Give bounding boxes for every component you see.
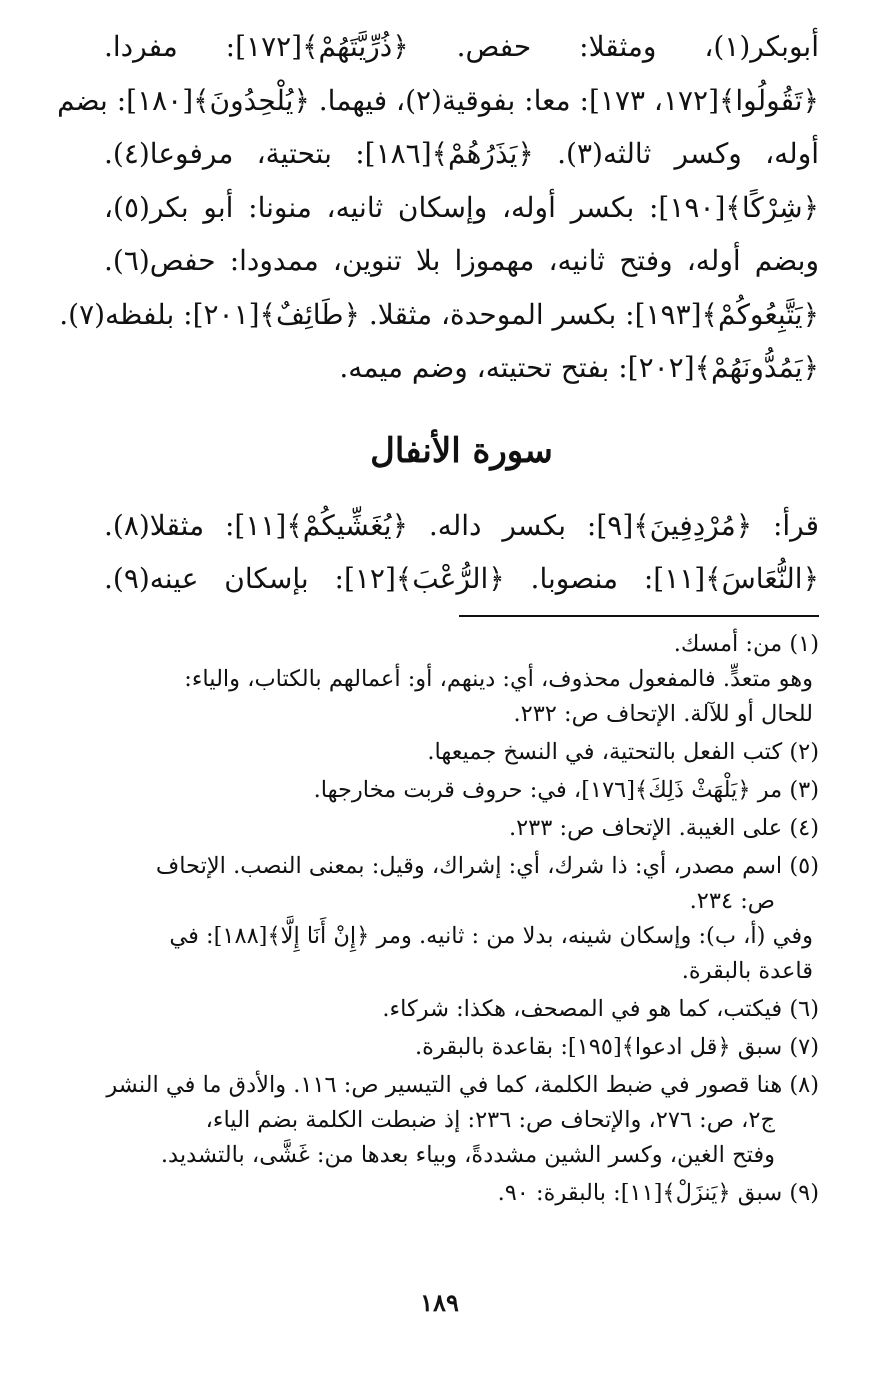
footnote [104,735,819,770]
footnote-number: (٧) [789,1033,819,1060]
footnote-text: هنا قصور في ضبط الكلمة، كما في التيسير ص: ١١٦. والأدق ما في النشر [106,1071,783,1098]
footnote-text: قاعدة بالبقرة. [681,957,813,984]
footnote-extra [104,662,819,732]
footnotes [104,627,819,1211]
footnote-divider [459,615,819,617]
footnote-text: سبق ﴿قل ادعوا﴾[١٩٥]: بقاعدة بالبقرة. [415,1033,783,1060]
footnote-number: (٥) [789,852,819,879]
text-line: ﴿يَتَّبِعُوكُمْ﴾[١٩٣]: بكسر الموحدة، مثقلا. ﴿طَائِفٌ﴾[٢٠١]: بلفظه(٧). [59,297,819,331]
footnote [104,849,819,989]
footnote-text: مر ﴿يَلْهَثْ ذَلِكَ﴾[١٧٦]، في: حروف قربت مخارجها. [313,776,783,803]
footnote-number: (١) [789,630,819,657]
footnote-text: وفي (أ، ب): وإسكان شينه، بدلا من : ثانيه. ومر ﴿إِنْ أَنَا إِلَّا﴾[١٨٨]: في [169,922,813,949]
footnote-number: (٣) [789,776,819,803]
footnote-text: فيكتب، كما هو في المصحف، هكذا: شركاء. [382,995,783,1022]
footnote-text: من: أمسك. [673,630,783,657]
text-line: ﴿شِرْكًا﴾[١٩٠]: بكسر أوله، وإسكان ثانيه، منونا: أبو بكر(٥)، [104,190,819,224]
footnote-text: للحال أو للآلة. الإتحاف ص: ٢٣٢. [513,700,813,727]
footnote-text: وهو متعدٍّ. فالمفعول محذوف، أي: دينهم، أو: أعمالهم بالكتاب، والياء: [184,665,813,692]
footnote [104,992,819,1027]
footnote [104,773,819,808]
footnote-text: على الغيبة. الإتحاف ص: ٢٣٣. [508,814,783,841]
footnote-number: (٨) [789,1071,819,1098]
text-line: أوله، وكسر ثالثه(٣). ﴿يَذَرُهُمْ﴾[١٨٦]: بتحتية، مرفوعا(٤). [104,137,820,170]
footnote-text: سبق ﴿يَنزَلْ﴾[١١]: بالبقرة: ٩٠. [497,1179,783,1206]
text-line: أبوبكر(١)، ومثقلا: حفص. ﴿ذُرِّيَّتَهُمْ﴾[١٧٢]: مفردا. [104,30,819,63]
footnote-text: اسم مصدر، أي: ذا شرك، أي: إشراك، وقيل: بمعنى النصب. الإتحاف [155,852,783,879]
footnote-text: ص: ٢٣٤. [689,887,775,914]
text-line: ﴿يَمُدُّونَهُمْ﴾[٢٠٢]: بفتح تحتيته، وضم ميمه. [339,351,819,384]
footnote-text: وفتح الغين، وكسر الشين مشددةً، وبياء بعدها من: غَشَّى، بالتشديد. [160,1141,775,1168]
footnote-extra [104,919,819,989]
main-text [57,20,820,395]
page [57,20,820,1214]
text-line: ﴿النُّعَاسَ﴾[١١]: منصوبا. ﴿الرُّعْبَ﴾[١٢]: بإسكان عينه(٩). [104,561,819,595]
footnote-text: كتب الفعل بالتحتية، في النسخ جميعها. [427,738,783,765]
footnote [104,1068,819,1173]
sura-title: سورة الأنفال [370,430,553,471]
footnote [104,1176,819,1211]
footnote-number: (٢) [789,738,819,765]
sura-text [104,499,819,605]
footnote-number: (٦) [789,995,819,1022]
footnote [104,811,819,846]
footnote [104,1030,819,1065]
text-line: وبضم أوله، وفتح ثانيه، مهموزا بلا تنوين، ممدودا: حفص(٦). [104,244,819,277]
text-line: قرأ: ﴿مُرْدِفِينَ﴾[٩]: بكسر داله. ﴿يُغَشِّيكُمْ﴾[١١]: مثقلا(٨). [104,508,820,542]
page-number: ١٨٩ [420,1288,459,1317]
text-line: ﴿تَقُولُوا﴾[١٧٢، ١٧٣]: معا: بفوقية(٢)، فيهما. ﴿يُلْحِدُونَ﴾[١٨٠]: بضم [57,83,819,117]
footnote [104,627,819,732]
footnote-text: ج٢، ص: ٢٧٦، والإتحاف ص: ٢٣٦: إذ ضبطت الكلمة بضم الياء، [205,1106,775,1133]
footnote-number: (٩) [789,1179,819,1206]
footnote-number: (٤) [789,814,819,841]
